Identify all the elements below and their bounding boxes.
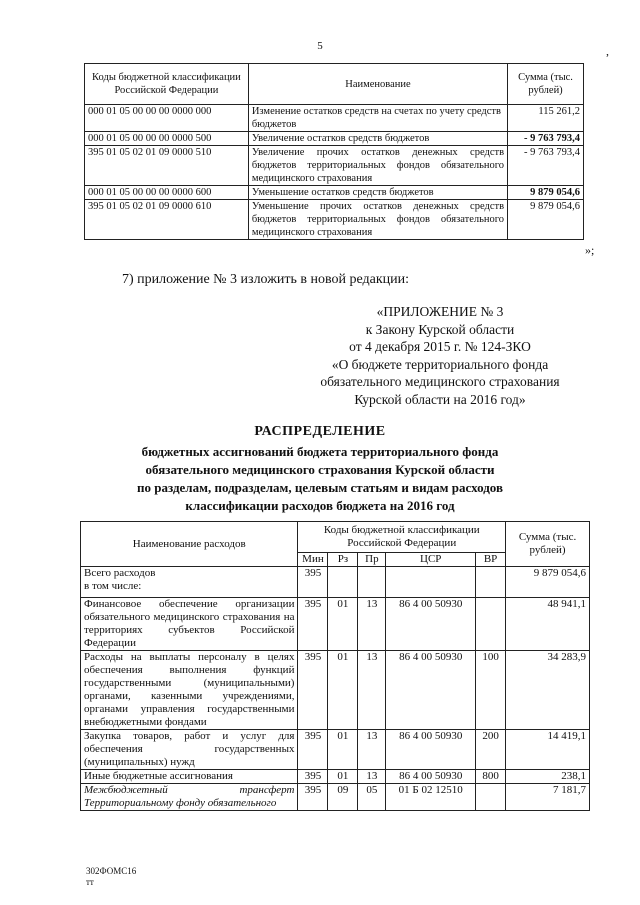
header-name: Наименование bbox=[248, 64, 507, 105]
row-vr bbox=[476, 567, 506, 598]
subtitle-line: обязательного медицинского страхования Курской области bbox=[145, 462, 495, 477]
row-min: 395 bbox=[298, 651, 328, 730]
header-vr: ВР bbox=[476, 553, 506, 567]
row-pr: 13 bbox=[358, 598, 386, 651]
row-sum: 48 941,1 bbox=[506, 598, 590, 651]
sources-table bbox=[84, 63, 584, 240]
row-csr bbox=[386, 567, 476, 598]
table-row bbox=[81, 784, 590, 811]
row-name: Финансовое обеспечение организации обязательного медицинского страхования на территориях субъектов Российской Федерации bbox=[81, 598, 298, 651]
row-sum: 9 879 054,6 bbox=[508, 200, 584, 240]
row-csr: 01 Б 02 12510 bbox=[386, 784, 476, 811]
table-closing-mark: »; bbox=[585, 243, 595, 257]
row-sum: 238,1 bbox=[506, 770, 590, 784]
row-min: 395 bbox=[298, 598, 328, 651]
row-csr: 86 4 00 50930 bbox=[386, 770, 476, 784]
row-csr: 86 4 00 50930 bbox=[386, 598, 476, 651]
row-vr bbox=[476, 784, 506, 811]
row-sum: 9 879 054,6 bbox=[506, 567, 590, 598]
row-rz: 01 bbox=[328, 598, 358, 651]
row-code: 000 01 05 00 00 00 0000 600 bbox=[85, 186, 249, 200]
row-rz: 01 bbox=[328, 651, 358, 730]
subtitle-line: бюджетных ассигнований бюджета территориального фонда bbox=[141, 444, 499, 459]
document-title: РАСПРЕДЕЛЕНИЕ bbox=[254, 424, 386, 439]
table-row bbox=[81, 567, 590, 598]
header-budget-codes: Коды бюджетной классификации Российской Федерации bbox=[298, 522, 506, 553]
row-name: Межбюджетный трансферт Территориальному фонду обязательного bbox=[81, 784, 298, 811]
table-row bbox=[81, 598, 590, 651]
table-row bbox=[85, 200, 584, 240]
row-rz: 01 bbox=[328, 770, 358, 784]
row-vr: 800 bbox=[476, 770, 506, 784]
item-7-text: 7) приложение № 3 изложить в новой редакции: bbox=[122, 272, 410, 287]
row-sum: - 9 763 793,4 bbox=[508, 132, 584, 146]
row-rz: 09 bbox=[328, 784, 358, 811]
row-code: 000 01 05 00 00 00 0000 500 bbox=[85, 132, 249, 146]
row-sum: 115 261,2 bbox=[508, 105, 584, 132]
row-rz bbox=[328, 567, 358, 598]
footer-line: тт bbox=[86, 877, 94, 887]
row-sum: 34 283,9 bbox=[506, 651, 590, 730]
row-name: Всего расходов в том числе: bbox=[81, 567, 298, 598]
row-pr bbox=[358, 567, 386, 598]
header-rz: Рз bbox=[328, 553, 358, 567]
expenses-table bbox=[80, 521, 590, 811]
row-pr: 13 bbox=[358, 770, 386, 784]
appendix-line: обязательного медицинского страхования bbox=[320, 374, 560, 389]
sources-table-header bbox=[85, 64, 584, 105]
footer-line: 302ФОМС16 bbox=[86, 866, 137, 876]
expenses-header-row-1 bbox=[81, 522, 590, 553]
page-number: 5 bbox=[317, 40, 323, 52]
row-min: 395 bbox=[298, 730, 328, 770]
row-name: Изменение остатков средств на счетах по учету средств бюджетов bbox=[248, 105, 507, 132]
header-pr: Пр bbox=[358, 553, 386, 567]
table-row bbox=[81, 651, 590, 730]
row-name: Расходы на выплаты персоналу в целях обеспечения выполнения функций государственными (муниципальными) органами, казенными учреждениями, органами управления государственными внебюджетными фондами bbox=[81, 651, 298, 730]
header-sum: Сумма (тыс. рублей) bbox=[508, 64, 584, 105]
table-row bbox=[85, 132, 584, 146]
header-codes: Коды бюджетной классификации Российской Федерации bbox=[85, 64, 249, 105]
row-name: Уменьшение прочих остатков денежных средств бюджетов территориальных фондов обязательного медицинского страхования bbox=[248, 200, 507, 240]
row-vr: 200 bbox=[476, 730, 506, 770]
row-pr: 13 bbox=[358, 730, 386, 770]
subtitle-line: классификации расходов бюджета на 2016 год bbox=[185, 498, 455, 513]
row-csr: 86 4 00 50930 bbox=[386, 730, 476, 770]
row-csr: 86 4 00 50930 bbox=[386, 651, 476, 730]
row-code: 395 01 05 02 01 09 0000 610 bbox=[85, 200, 249, 240]
table-row bbox=[85, 186, 584, 200]
row-code: 395 01 05 02 01 09 0000 510 bbox=[85, 146, 249, 186]
row-pr: 13 bbox=[358, 651, 386, 730]
row-rz: 01 bbox=[328, 730, 358, 770]
subtitle-line: по разделам, подразделам, целевым статьям и видам расходов bbox=[137, 480, 503, 495]
table-row bbox=[85, 105, 584, 132]
appendix-line: к Закону Курской области bbox=[365, 321, 515, 337]
header-sum: Сумма (тыс. рублей) bbox=[506, 522, 590, 567]
row-min: 395 bbox=[298, 770, 328, 784]
table-row bbox=[81, 770, 590, 784]
row-min: 395 bbox=[298, 567, 328, 598]
appendix-header bbox=[250, 303, 630, 408]
appendix-line: Курской области на 2016 год» bbox=[354, 391, 526, 407]
header-min: Мин bbox=[298, 553, 328, 567]
appendix-line: «О бюджете территориального фонда bbox=[331, 356, 549, 372]
row-pr: 05 bbox=[358, 784, 386, 811]
row-vr: 100 bbox=[476, 651, 506, 730]
row-name: Увеличение остатков средств бюджетов bbox=[248, 132, 507, 146]
table-row bbox=[81, 730, 590, 770]
document-subtitle bbox=[60, 443, 580, 515]
row-name: Увеличение прочих остатков денежных средств бюджетов территориальных фондов обязательного медицинского страхования bbox=[248, 146, 507, 186]
corner-mark: , bbox=[606, 44, 609, 58]
footer-code bbox=[86, 866, 136, 888]
row-sum: 14 419,1 bbox=[506, 730, 590, 770]
appendix-line: от 4 декабря 2015 г. № 124-ЗКО bbox=[349, 339, 531, 354]
row-name: Уменьшение остатков средств бюджетов bbox=[248, 186, 507, 200]
table-row bbox=[85, 146, 584, 186]
header-csr: ЦСР bbox=[386, 553, 476, 567]
row-name: Закупка товаров, работ и услуг для обеспечения государственных (муниципальных) нужд bbox=[81, 730, 298, 770]
header-expense-name: Наименование расходов bbox=[81, 522, 298, 567]
row-code: 000 01 05 00 00 00 0000 000 bbox=[85, 105, 249, 132]
row-min: 395 bbox=[298, 784, 328, 811]
row-vr bbox=[476, 598, 506, 651]
row-sum: 9 879 054,6 bbox=[508, 186, 584, 200]
row-sum: 7 181,7 bbox=[506, 784, 590, 811]
row-sum: - 9 763 793,4 bbox=[508, 146, 584, 186]
appendix-line: «ПРИЛОЖЕНИЕ № 3 bbox=[376, 304, 504, 319]
row-name: Иные бюджетные ассигнования bbox=[81, 770, 298, 784]
